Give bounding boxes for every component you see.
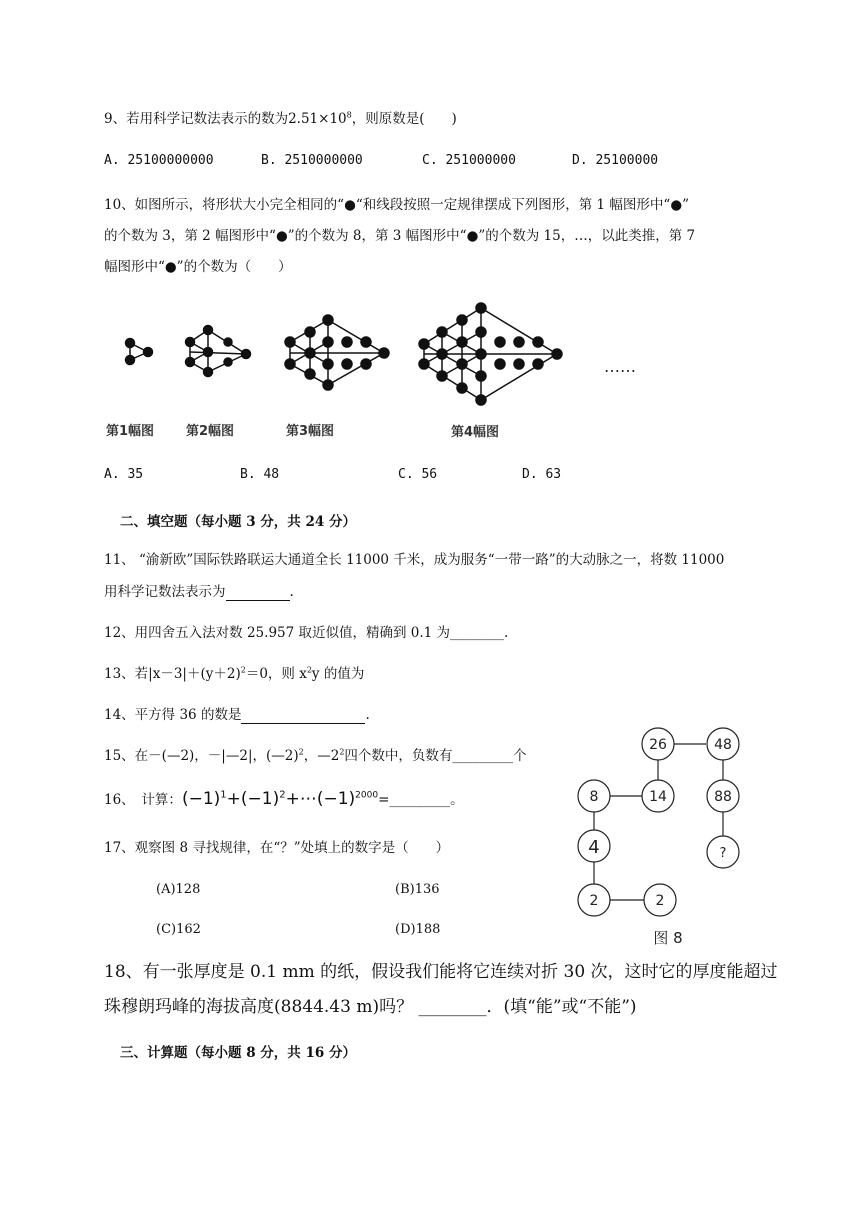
- q11-line-1: 11、 “渝新欧”国际铁路联运大通道全长 11000 千米，成为服务“一带一路”的大动脉之一，将数 11000: [104, 552, 725, 568]
- q9-option-a: A. 25100000000: [104, 153, 214, 168]
- fig8-node-88: 88: [714, 789, 732, 805]
- fig8-caption: 图 8: [653, 929, 683, 947]
- figure-label-4: 第4幅图: [451, 425, 500, 440]
- q17-option-d: (D)188: [395, 922, 441, 937]
- figure-ellipsis: ……: [604, 357, 636, 376]
- q15-text-a: 15、在－(—2)，－|—2|，(—2): [104, 748, 299, 764]
- question-16: [104, 790, 464, 809]
- q11-line-2: [104, 583, 294, 601]
- q13-exp-2: 2: [306, 665, 312, 675]
- figure-label-3: 第3幅图: [286, 424, 335, 439]
- q9-option-d: D. 25100000: [572, 153, 659, 168]
- q11-text: 用科学记数法表示为: [104, 584, 226, 600]
- q15-text-c: 四个数中，负数有_________个: [344, 748, 527, 764]
- fig8-node-48: 48: [714, 737, 732, 753]
- q9-option-c: C. 251000000: [422, 153, 516, 168]
- q10-option-c: C. 56: [398, 467, 438, 482]
- fig8-node-14: 14: [649, 789, 667, 805]
- fig8-node-4: 4: [588, 837, 600, 858]
- q13-exp-1: 2: [240, 665, 246, 675]
- section-2-heading: 二、填空题（每小题 3 分，共 24 分）: [120, 514, 356, 530]
- figure-3-dots: [285, 315, 389, 390]
- q16-plus: +: [226, 789, 241, 809]
- fig8-node-2-left: 2: [589, 893, 599, 909]
- q9-exponent: 8: [346, 110, 352, 120]
- q17-option-c: (C)162: [156, 922, 201, 937]
- q12-text: 12、用四舍五入法对数 25.957 取近似值，精确到 0.1 为________.: [104, 625, 509, 641]
- question-13: [104, 665, 364, 683]
- q14-text: 14、平方得 36 的数是: [104, 707, 242, 723]
- q14-answer-blank: [241, 709, 365, 724]
- q13-text-c: y 的值为: [311, 666, 365, 682]
- figure-8-diagram: [570, 720, 770, 950]
- q10-line-3: 幅图形中“●”的个数为（ ）: [104, 259, 292, 275]
- q15-text-b: ，—2: [303, 748, 340, 764]
- q13-text-a: 13、若|x－3|＋(y＋2): [104, 666, 241, 682]
- figure-2-dots: [186, 326, 251, 377]
- q10-option-b: B. 48: [240, 467, 280, 482]
- q17-text: 17、观察图 8 寻找规律，在“？”处填上的数字是（ ）: [104, 840, 450, 856]
- q14-end: .: [365, 707, 370, 723]
- q10-option-a: A. 35: [104, 467, 144, 482]
- q16-exp-1: 1: [220, 789, 227, 801]
- q9-option-b: B. 2510000000: [261, 153, 363, 168]
- fig8-node-question: ?: [719, 846, 727, 861]
- question-9: [104, 110, 457, 128]
- q15-exp-2: 2: [339, 747, 345, 757]
- q18-line-2: 珠穆朗玛峰的海拔高度(8844.43 m)吗？ ________．(填“能”或“不能”): [104, 997, 637, 1017]
- q16-term-2: (−1): [240, 789, 280, 809]
- figure-4-dots: [419, 303, 562, 405]
- q17-option-b: (B)136: [395, 882, 440, 897]
- dot-pattern-figure: [0, 300, 860, 450]
- q10-option-d: D. 63: [522, 467, 562, 482]
- q16-exp-3: 2000: [355, 790, 379, 801]
- q11-end: .: [289, 584, 294, 600]
- q10-line-2: 的个数为 3，第 2 幅图形中“●”的个数为 8，第 3 幅图形中“●”的个数为 15，…，以此类推，第 7: [104, 228, 696, 244]
- q16-term-1: (−1): [181, 789, 221, 809]
- q18-line-1: 18、有一张厚度是 0.1 mm 的纸，假设我们能将它连续对折 30 次，这时它的厚度能超过: [104, 962, 778, 982]
- fig8-node-8: 8: [589, 789, 599, 805]
- q9-text-b: ，则原数是( ): [351, 111, 457, 127]
- q10-line-1: 10、如图所示，将形状大小完全相同的“●“和线段按照一定规律摆成下列图形，第 1 幅图形中“●”: [104, 197, 690, 213]
- q16-label: 16、 计算：: [104, 792, 182, 808]
- q16-tail: =_________。: [378, 792, 464, 808]
- q15-exp-1: 2: [298, 747, 304, 757]
- q13-text-b: ＝0，则 x: [245, 666, 307, 682]
- q16-dots: +⋯: [285, 789, 317, 809]
- q11-answer-blank: [226, 586, 290, 601]
- fig8-node-2-right: 2: [655, 893, 665, 909]
- figure-label-2: 第2幅图: [186, 424, 235, 439]
- question-15: [104, 747, 527, 765]
- q17-option-a: (A)128: [156, 882, 201, 897]
- question-14: [104, 706, 370, 724]
- fig8-node-26: 26: [649, 737, 667, 753]
- section-3-heading: 三、计算题（每小题 8 分，共 16 分）: [120, 1045, 356, 1061]
- q16-term-3: (−1): [316, 789, 356, 809]
- figure-1-dots: [126, 339, 153, 365]
- q16-exp-2: 2: [279, 789, 286, 801]
- figure-label-1: 第1幅图: [106, 424, 155, 439]
- q9-text-a: 9、若用科学记数法表示的数为2.51×10: [104, 111, 347, 127]
